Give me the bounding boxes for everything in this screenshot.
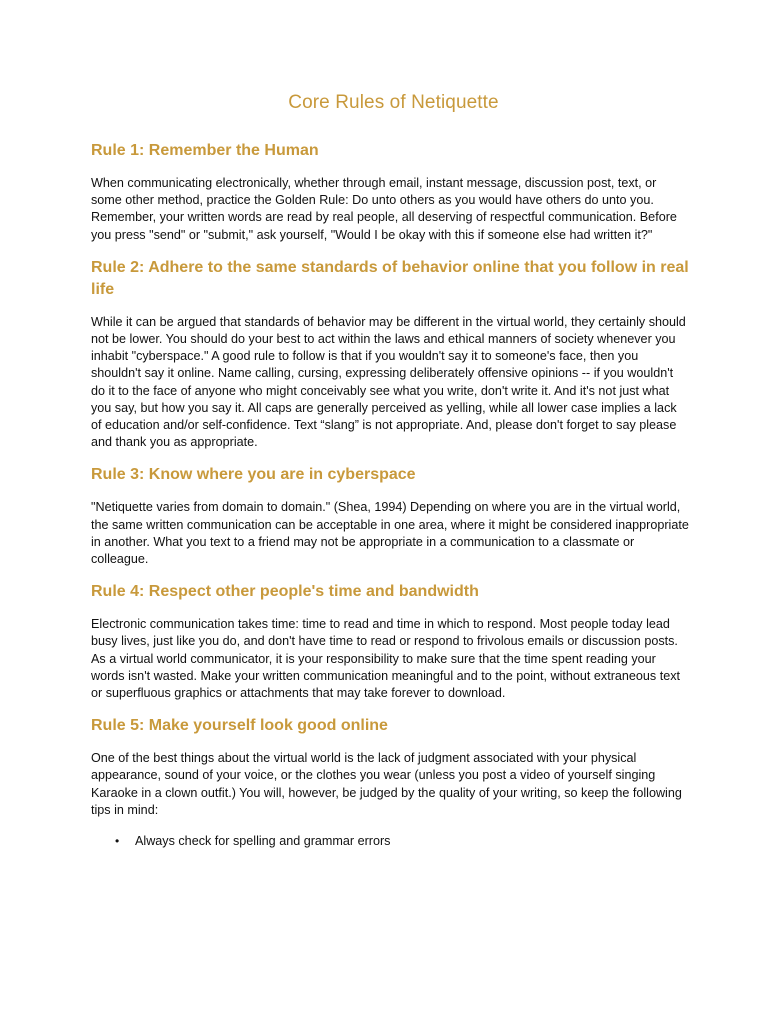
list-item (91, 833, 690, 850)
rule-5-section (91, 715, 690, 850)
rule-1-section (91, 140, 690, 244)
rule-1-body: When communicating electronically, whether through email, instant message, discussion post, text, or some other method, practice the Golden Rule: Do unto others as you would have others do unto you. Remember, your written words are read by real people, all deserving of respectful communication. Before you press "send" or "submit," ask yourself, "Would I be okay with this if someone else had written it?" (91, 176, 677, 242)
rule-5-tips-list (91, 833, 690, 850)
rule-4-heading: Rule 4: Respect other people's time and bandwidth (91, 583, 479, 601)
rule-5-body: One of the best things about the virtual world is the lack of judgment associated with your physical appearance, sound of your voice, or the clothes you wear (unless you post a video of yourself singing Karaoke in a clown outfit.) You will, however, be judged by the quality of your writing, so keep the following tips in mind: (91, 751, 682, 817)
list-item-text: Always check for spelling and grammar errors (135, 834, 391, 849)
rule-3-heading: Rule 3: Know where you are in cyberspace (91, 466, 416, 484)
rule-1-heading: Rule 1: Remember the Human (91, 142, 319, 159)
rule-3-section (91, 464, 690, 568)
document-title: Core Rules of Netiquette (288, 92, 499, 113)
rule-2-body: While it can be argued that standards of behavior may be different in the virtual world, they certainly should not be lower. You should do your best to act within the laws and ethical manners of society whenever you inhabit "cyberspace." A good rule to follow is that if you wouldn't say it to someone's face, then you shouldn't say it online. Name calling, cursing, expressing deliberately offensive opinions -- if you wouldn't do it to the face of anyone who might conceivably see what you write, don't write it. And it's not just what you say, but how you say it. All caps are generally perceived as yelling, while all lower case implies a lack of education and/or self-confidence. Text “slang” is not appropriate. And, please don't forget to say please and thank you as appropriate. (91, 314, 686, 450)
rule-4-body: Electronic communication takes time: time to read and time in which to respond. Most people today lead busy lives, just like you do, and don't have time to read or respond to frivolous emails or discussion posts. As a virtual world communicator, it is your responsibility to make sure that the time spent reading your words isn't wasted. Make your written communication meaningful and to the point, without extraneous text or superfluous graphics or attachments that may take forever to download. (91, 617, 681, 701)
rule-3-body: "Netiquette varies from domain to domain." (Shea, 1994) Depending on where you are in the virtual world, the same written communication can be acceptable in one area, where it might be considered inappropriate in another. What you text to a friend may not be appropriate in a communication to a classmate or colleague. (91, 500, 689, 567)
rule-2-section (91, 257, 690, 452)
rule-2-heading: Rule 2: Adhere to the same standards of behavior online that you follow in real life (91, 258, 689, 298)
bullet-icon: • (115, 834, 120, 849)
rule-5-heading: Rule 5: Make yourself look good online (91, 717, 388, 735)
rule-4-section (91, 581, 690, 702)
